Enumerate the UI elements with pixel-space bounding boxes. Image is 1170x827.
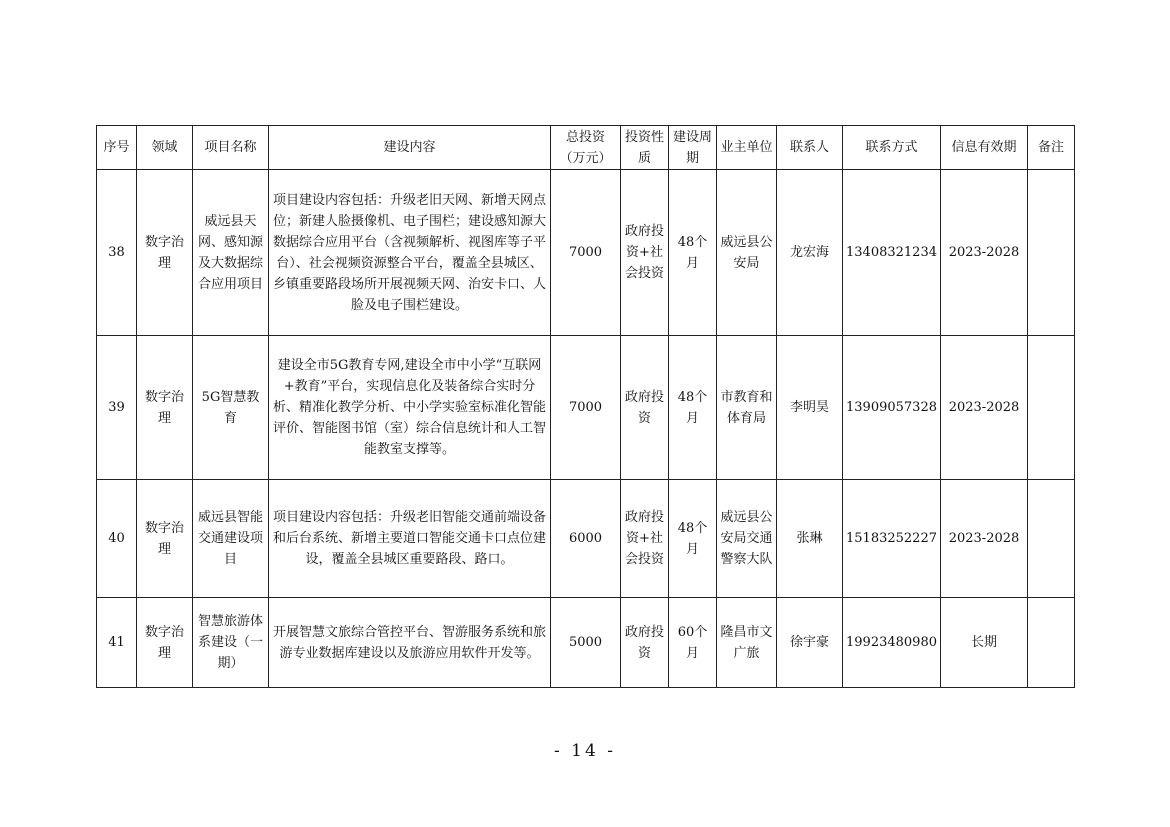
cell-name: 威远县智能交通建设项目 — [193, 480, 269, 598]
cell-remark — [1028, 336, 1075, 480]
cell-investment-type: 政府投资+社会投资 — [621, 170, 669, 336]
cell-phone: 13408321234 — [843, 170, 941, 336]
cell-validity: 2023-2028 — [941, 170, 1028, 336]
cell-investment: 7000 — [551, 170, 621, 336]
header-phone: 联系方式 — [843, 126, 941, 170]
cell-investment: 7000 — [551, 336, 621, 480]
cell-domain: 数字治理 — [137, 336, 193, 480]
cell-investment-type: 政府投资 — [621, 598, 669, 688]
cell-owner: 威远县公安局交通警察大队 — [717, 480, 777, 598]
header-name: 项目名称 — [193, 126, 269, 170]
cell-period: 48个月 — [669, 336, 717, 480]
cell-investment: 5000 — [551, 598, 621, 688]
cell-name: 威远县天网、感知源及大数据综合应用项目 — [193, 170, 269, 336]
cell-name: 5G智慧教育 — [193, 336, 269, 480]
cell-contact: 徐宇豪 — [777, 598, 843, 688]
cell-domain: 数字治理 — [137, 480, 193, 598]
page-number: - 14 - — [554, 741, 616, 761]
cell-content: 项目建设内容包括：升级老旧智能交通前端设备和后台系统、新增主要道口智能交通卡口点位建设，覆盖全县城区重要路段、路口。 — [269, 480, 551, 598]
header-period: 建设周期 — [669, 126, 717, 170]
cell-period: 48个月 — [669, 170, 717, 336]
cell-index: 39 — [97, 336, 137, 480]
header-remark: 备注 — [1028, 126, 1075, 170]
cell-content: 开展智慧文旅综合管控平台、智游服务系统和旅游专业数据库建设以及旅游应用软件开发等。 — [269, 598, 551, 688]
cell-validity: 2023-2028 — [941, 336, 1028, 480]
header-investment: 总投资（万元） — [551, 126, 621, 170]
header-investment-type: 投资性质 — [621, 126, 669, 170]
cell-period: 48个月 — [669, 480, 717, 598]
cell-remark — [1028, 598, 1075, 688]
cell-domain: 数字治理 — [137, 598, 193, 688]
cell-investment: 6000 — [551, 480, 621, 598]
cell-phone: 19923480980 — [843, 598, 941, 688]
cell-remark — [1028, 480, 1075, 598]
header-validity: 信息有效期 — [941, 126, 1028, 170]
cell-owner: 隆昌市文广旅 — [717, 598, 777, 688]
table-row — [97, 598, 1075, 688]
cell-index: 38 — [97, 170, 137, 336]
cell-contact: 李明昊 — [777, 336, 843, 480]
cell-owner: 威远县公安局 — [717, 170, 777, 336]
header-row — [97, 126, 1075, 170]
table-body — [97, 170, 1075, 688]
table-header — [97, 126, 1075, 170]
cell-index: 41 — [97, 598, 137, 688]
table-row — [97, 336, 1075, 480]
cell-validity: 2023-2028 — [941, 480, 1028, 598]
cell-content: 建设全市5G教育专网,建设全市中小学“互联网+教育”平台，实现信息化及装备综合实时分析、精准化教学分析、中小学实验室标准化智能评价、智能图书馆（室）综合信息统计和人工智能教室支撑等。 — [269, 336, 551, 480]
header-owner: 业主单位 — [717, 126, 777, 170]
cell-investment-type: 政府投资+社会投资 — [621, 480, 669, 598]
header-domain: 领域 — [137, 126, 193, 170]
cell-domain: 数字治理 — [137, 170, 193, 336]
cell-phone: 15183252227 — [843, 480, 941, 598]
cell-contact: 龙宏海 — [777, 170, 843, 336]
cell-investment-type: 政府投资 — [621, 336, 669, 480]
table-row — [97, 480, 1075, 598]
cell-remark — [1028, 170, 1075, 336]
header-content: 建设内容 — [269, 126, 551, 170]
cell-phone: 13909057328 — [843, 336, 941, 480]
cell-validity: 长期 — [941, 598, 1028, 688]
header-index: 序号 — [97, 126, 137, 170]
cell-contact: 张琳 — [777, 480, 843, 598]
table-row — [97, 170, 1075, 336]
cell-owner: 市教育和体育局 — [717, 336, 777, 480]
project-table — [96, 125, 1075, 688]
cell-period: 60个月 — [669, 598, 717, 688]
header-contact: 联系人 — [777, 126, 843, 170]
cell-index: 40 — [97, 480, 137, 598]
cell-name: 智慧旅游体系建设（一期） — [193, 598, 269, 688]
cell-content: 项目建设内容包括：升级老旧天网、新增天网点位；新建人脸摄像机、电子围栏；建设感知源大数据综合应用平台（含视频解析、视图库等子平台）、社会视频资源整合平台，覆盖全县城区、乡镇重要路段场所开展视频天网、治安卡口、人脸及电子围栏建设。 — [269, 170, 551, 336]
